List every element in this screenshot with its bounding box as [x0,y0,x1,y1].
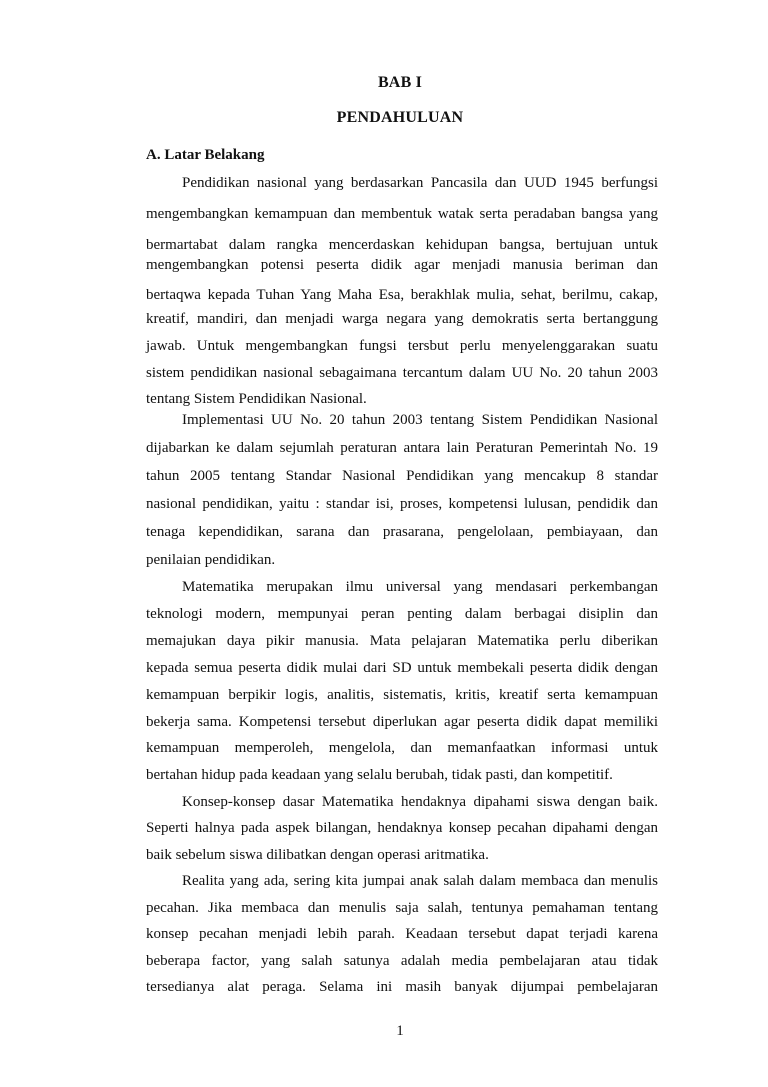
text-line: tenaga kependidikan, sarana dan prasarana, pengelolaan, pembiayaan, dan [146,524,658,540]
text-line: mengembangkan kemampuan dan membentuk watak serta peradaban bangsa yang [146,206,658,222]
text-line: teknologi modern, mempunyai peran penting dalam berbagai disiplin dan [146,606,658,622]
text-line: mengembangkan potensi peserta didik agar menjadi manusia beriman dan [146,257,658,273]
text-line: jawab. Untuk mengembangkan fungsi tersbut perlu menyelenggarakan suatu [146,338,658,354]
text-line: Seperti halnya pada aspek bilangan, hendaknya konsep pecahan dipahami dengan [146,820,658,836]
text-line: baik sebelum siswa dilibatkan dengan operasi aritmatika. [146,847,489,863]
text-line: kepada semua peserta didik mulai dari SD untuk membekali peserta didik dengan [146,660,658,676]
text-line: nasional pendidikan, yaitu : standar isi, proses, kompetensi lulusan, pendidik dan [146,496,658,512]
text-line: sistem pendidikan nasional sebagaimana tercantum dalam UU No. 20 tahun 2003 [146,365,658,381]
text-line: konsep pecahan menjadi lebih parah. Keadaan tersebut dapat terjadi karena [146,926,658,942]
text-line: beberapa factor, yang salah satunya adalah media pembelajaran atau tidak [146,953,658,969]
text-line: kreatif, mandiri, dan menjadi warga negara yang demokratis serta bertanggung [146,311,658,327]
text-line: dijabarkan ke dalam sejumlah peraturan antara lain Peraturan Pemerintah No. 19 [146,440,658,456]
page-number: 1 [396,1023,404,1039]
text-line: Implementasi UU No. 20 tahun 2003 tentang Sistem Pendidikan Nasional [182,412,658,428]
chapter-number: BAB I [377,74,423,91]
text-line: Matematika merupakan ilmu universal yang mendasari perkembangan [182,579,658,595]
text-line: tahun 2005 tentang Standar Nasional Pendidikan yang mencakup 8 standar [146,468,658,484]
text-line: kemampuan memperoleh, mengelola, dan memanfaatkan informasi untuk [146,740,658,756]
text-line: kemampuan berpikir logis, analitis, sistematis, kritis, kreatif serta kemampuan [146,687,658,703]
chapter-title: PENDAHULUAN [336,109,464,126]
text-line: Realita yang ada, sering kita jumpai anak salah dalam membaca dan menulis [182,873,658,889]
text-line: Pendidikan nasional yang berdasarkan Pancasila dan UUD 1945 berfungsi [182,175,658,191]
text-line: pecahan. Jika membaca dan menulis saja salah, tentunya pemahaman tentang [146,900,658,916]
text-line: tentang Sistem Pendidikan Nasional. [146,391,367,407]
text-line: bekerja sama. Kompetensi tersebut diperlukan agar peserta didik dapat memiliki [146,714,658,730]
text-line: tersedianya alat peraga. Selama ini masih banyak dijumpai pembelajaran [146,979,658,995]
text-line: memajukan daya pikir manusia. Mata pelajaran Matematika perlu diberikan [146,633,658,649]
text-line: bermartabat dalam rangka mencerdaskan kehidupan bangsa, bertujuan untuk [146,237,658,253]
section-heading: A. Latar Belakang [146,147,265,163]
text-line: bertaqwa kepada Tuhan Yang Maha Esa, berakhlak mulia, sehat, berilmu, cakap, [146,287,658,303]
text-line: bertahan hidup pada keadaan yang selalu berubah, tidak pasti, dan kompetitif. [146,767,613,783]
text-line: Konsep-konsep dasar Matematika hendaknya dipahami siswa dengan baik. [182,794,658,810]
text-line: penilaian pendidikan. [146,552,276,568]
